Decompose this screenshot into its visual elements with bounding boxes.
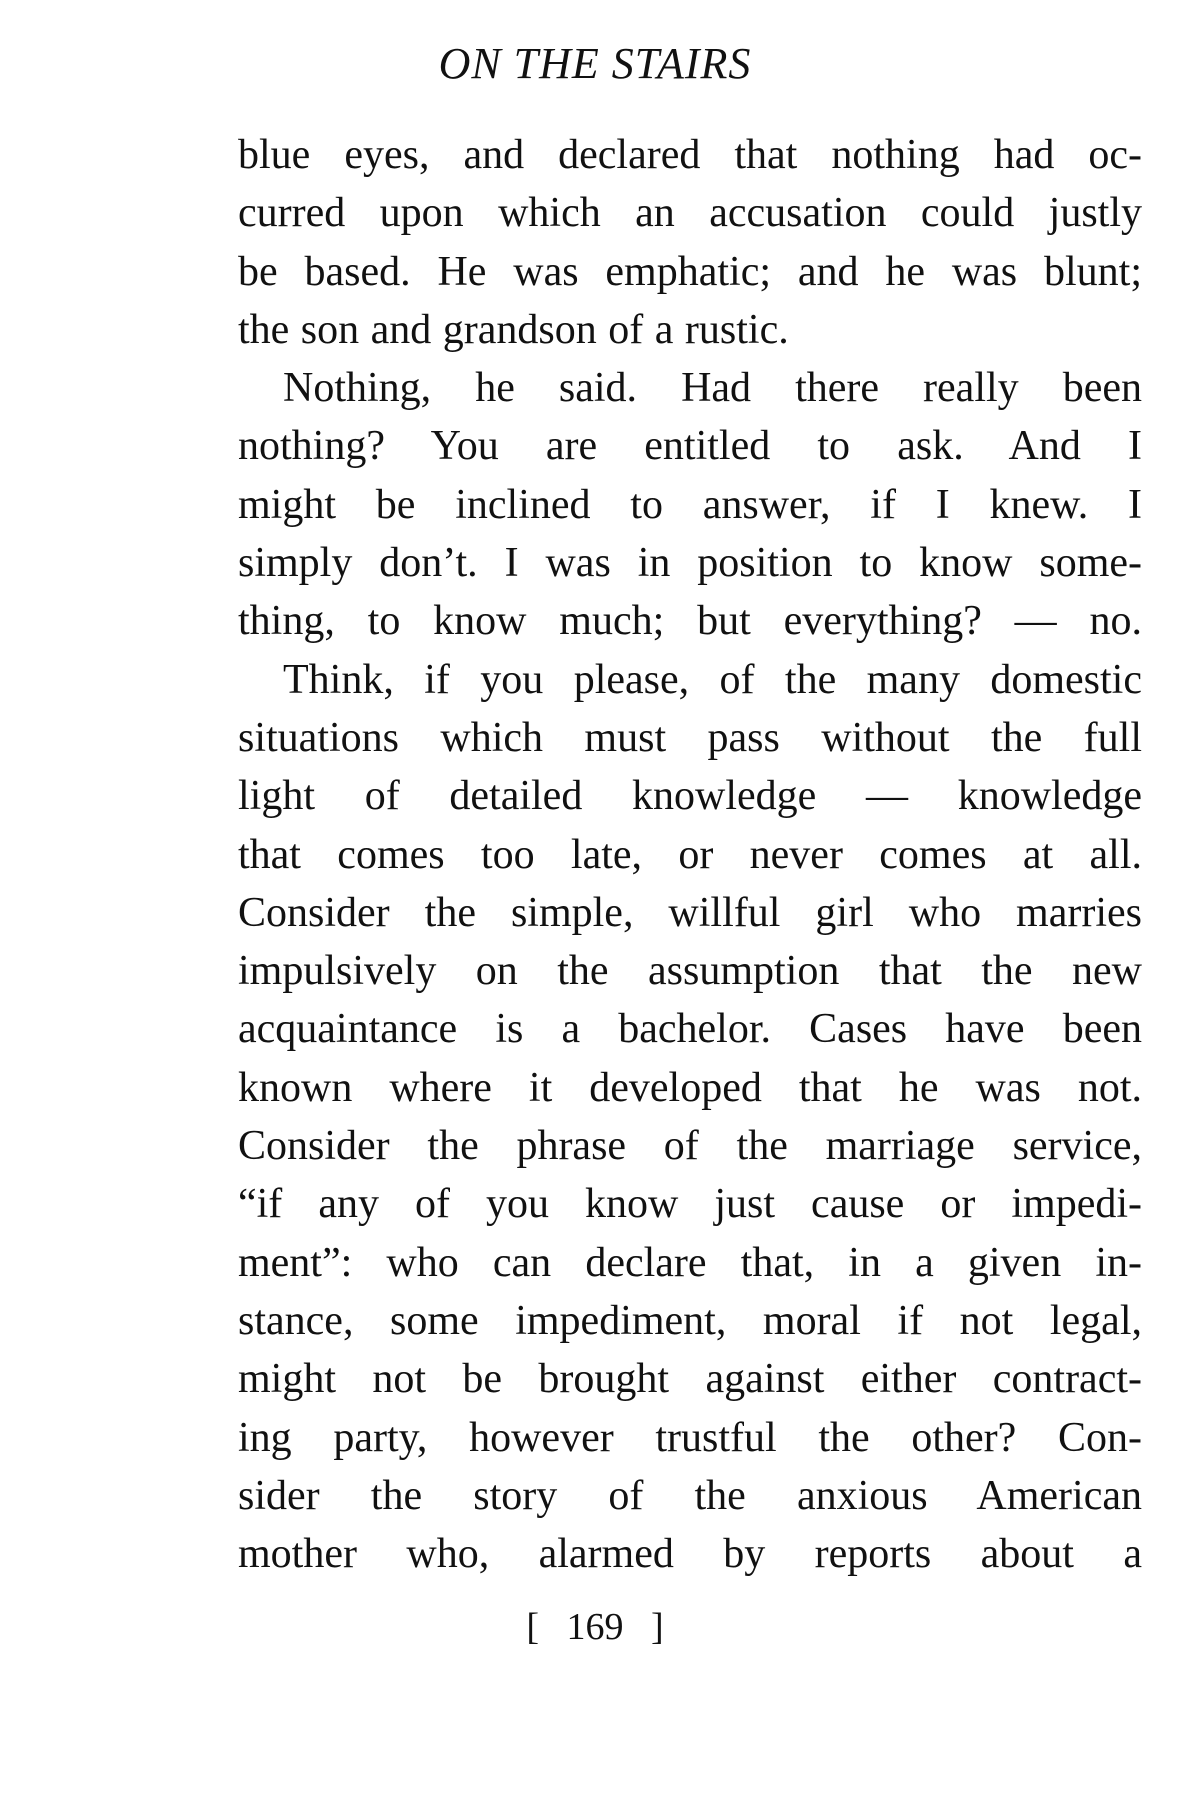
text-line: light of detailed knowledge — knowledge bbox=[238, 773, 1142, 820]
text-line: mother who, alarmed by reports about a bbox=[238, 1531, 1142, 1578]
text-line: impulsively on the assumption that the new bbox=[238, 948, 1142, 995]
text-line: acquaintance is a bachelor. Cases have been bbox=[238, 1006, 1142, 1053]
text-line: stance, some impediment, moral if not legal, bbox=[238, 1297, 1142, 1344]
page-number: [ 169 ] bbox=[526, 1606, 664, 1648]
running-head: ON THE STAIRS bbox=[438, 39, 752, 88]
text-line: curred upon which an accusation could justly bbox=[238, 190, 1142, 237]
text-line: Nothing, he said. Had there really been bbox=[283, 365, 1142, 412]
text-line: simply don’t. I was in position to know some- bbox=[238, 540, 1142, 587]
text-line: might be inclined to answer, if I knew. I bbox=[238, 481, 1142, 528]
text-line: Consider the phrase of the marriage service, bbox=[238, 1123, 1142, 1170]
text-line: ment”: who can declare that, in a given in- bbox=[238, 1239, 1142, 1286]
text-line: Consider the simple, willful girl who marries bbox=[238, 889, 1142, 936]
text-line: known where it developed that he was not. bbox=[238, 1064, 1142, 1111]
text-line: sider the story of the anxious American bbox=[238, 1472, 1142, 1519]
text-line: the son and grandson of a rustic. bbox=[238, 306, 789, 353]
text-line: situations which must pass without the full bbox=[238, 714, 1142, 761]
text-line: might not be brought against either contract- bbox=[238, 1356, 1142, 1403]
text-line: that comes too late, or never comes at all. bbox=[238, 831, 1142, 878]
text-line: thing, to know much; but everything? — no. bbox=[238, 598, 1142, 645]
text-line: be based. He was emphatic; and he was blunt; bbox=[238, 248, 1142, 295]
text-line: “if any of you know just cause or impedi- bbox=[238, 1181, 1142, 1228]
body-text bbox=[238, 126, 1142, 1583]
text-line: blue eyes, and declared that nothing had oc- bbox=[238, 132, 1142, 178]
text-line: nothing? You are entitled to ask. And I bbox=[238, 423, 1142, 470]
text-line: Think, if you please, of the many domestic bbox=[283, 656, 1142, 703]
text-line: ing party, however trustful the other? Con- bbox=[238, 1414, 1142, 1461]
